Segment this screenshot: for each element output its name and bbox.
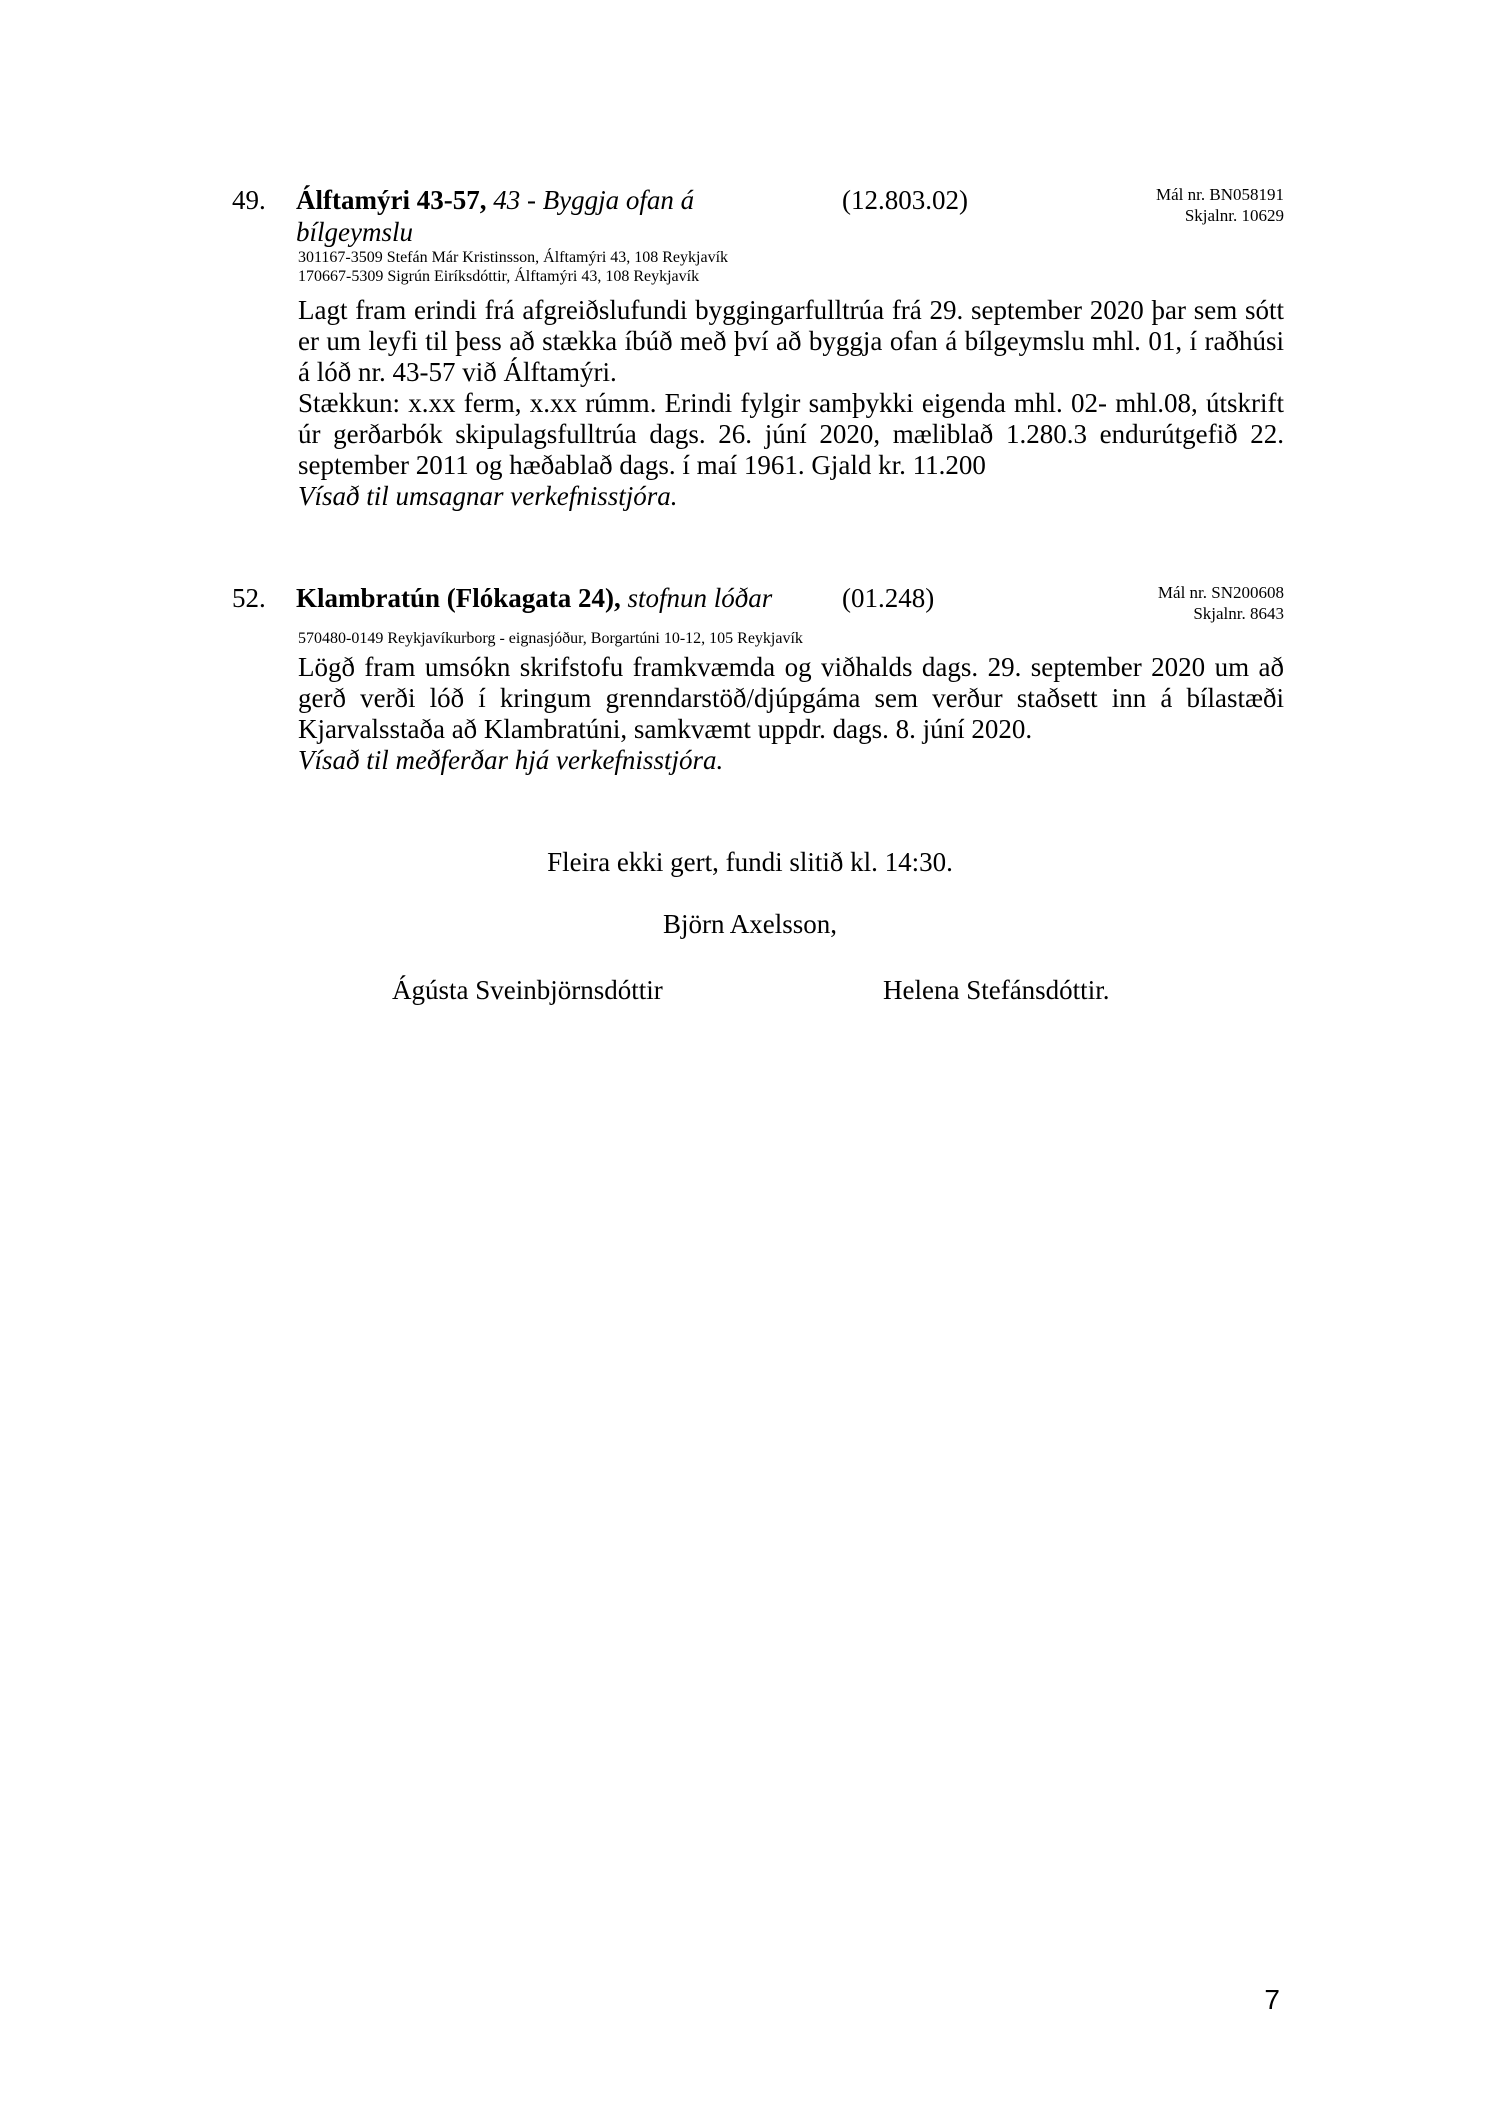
item-address: Álftamýri 43-57, [296,185,487,215]
signature-right: Helena Stefánsdóttir. [883,975,1110,1005]
item-subject: 43 - Byggja ofan á [493,185,695,215]
signature-left: Ágústa Sveinbjörnsdóttir [392,975,663,1005]
case-reference [1156,184,1284,226]
owner-list [298,629,803,648]
case-reference [1158,582,1284,624]
chair-signature: Björn Axelsson, [662,909,837,939]
item-paragraph: Lagt fram erindi frá afgreiðslufundi byggingarfulltrúa frá 29. september 2020 þar sem sótt er um leyfi til þess að stækka íbúð með því að byggja ofan á bílgeymslu mhl. 01, í raðhúsi á lóð nr. 43-57 við Álftamýri. [298,295,1284,387]
file-number: Skjalnr. 8643 [1193,604,1284,623]
page-number: 7 [1264,1984,1280,2015]
owner-line: 301167-3509 Stefán Már Kristinsson, Álftamýri 43, 108 Reykjavík [298,249,729,266]
closing-statement: Fleira ekki gert, fundi slitið kl. 14:30. [547,847,953,877]
file-number: Skjalnr. 10629 [1184,206,1284,225]
item-body [298,652,1284,776]
owner-list [298,248,728,286]
item-decision: Vísað til umsagnar verkefnisstjóra. [298,481,678,511]
item-address: Klambratún (Flókagata 24), [296,583,621,613]
case-number: Mál nr. SN200608 [1157,583,1284,602]
item-title [296,184,694,248]
agenda-item-49 [232,184,1284,524]
item-number: 52. [232,583,266,613]
item-body [298,295,1284,512]
item-title [296,582,772,614]
plot-id: (12.803.02) [842,185,968,215]
item-paragraph: Stækkun: x.xx ferm, x.xx rúmm. Erindi fylgir samþykki eigenda mhl. 02- mhl.08, útskrift úr gerðarbók skipulagsfulltrúa dags. 26. júní 2020, mæliblað 1.280.3 endurútgefið 22. september 2011 og hæðablað dags. í maí 1961. Gjald kr. 11.200 [298,388,1284,480]
owner-line: 170667-5309 Sigrún Eiríksdóttir, Álftamýri 43, 108 Reykjavík [298,268,700,285]
case-number: Mál nr. BN058191 [1156,185,1284,204]
item-subject-continued: bílgeymslu [296,217,413,247]
item-decision: Vísað til meðferðar hjá verkefnisstjóra. [298,745,724,775]
item-number: 49. [232,185,266,215]
plot-id: (01.248) [842,583,935,613]
item-paragraph: Lögð fram umsókn skrifstofu framkvæmda og viðhalds dags. 29. september 2020 um að gerð verði lóð í kringum grenndarstöð/djúpgáma sem verður staðsett inn á bílastæði Kjarvalsstaða að Klambratúni, samkvæmt uppdr. dags. 8. júní 2020. [298,652,1284,744]
item-subject: stofnun lóðar [627,583,773,613]
owner-line: 570480-0149 Reykjavíkurborg - eignasjóður, Borgartúni 10-12, 105 Reykjavík [298,630,803,647]
agenda-item-52 [232,582,1284,782]
